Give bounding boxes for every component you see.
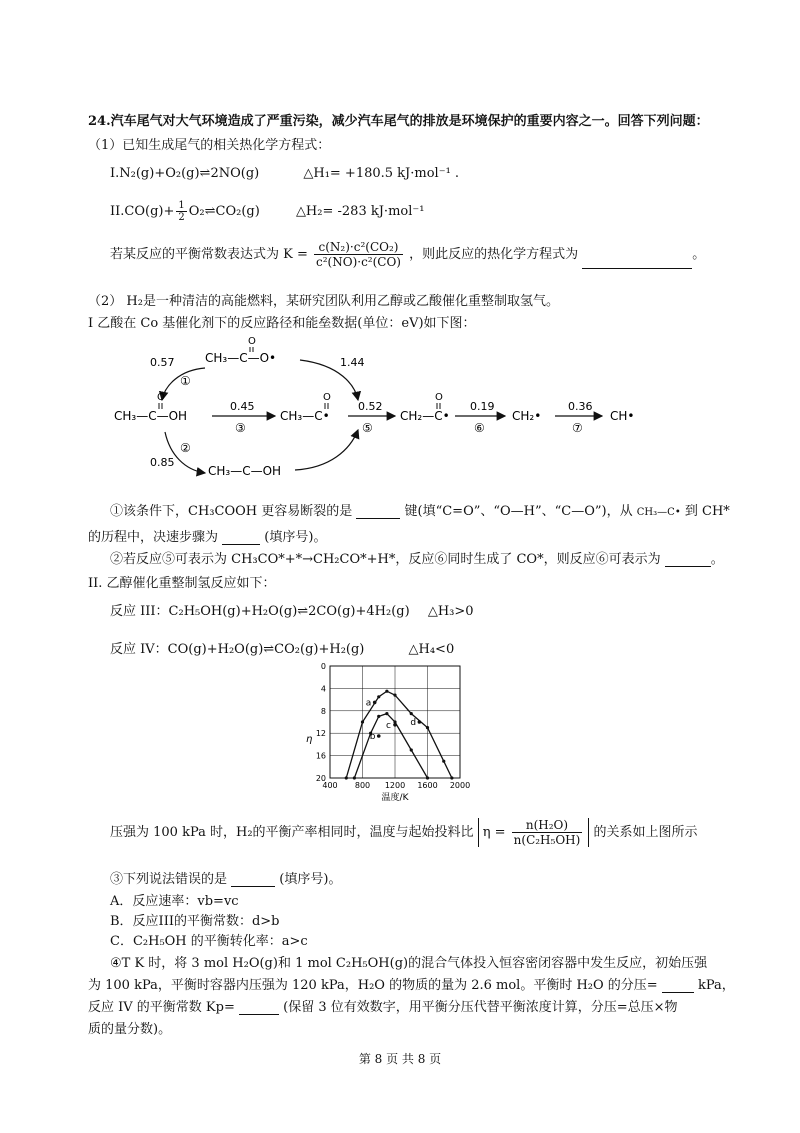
carbonyl-o-4: O: [435, 392, 443, 403]
q1-b: 键(填“C=O”、“O—H”、“C—O”)，从: [404, 504, 633, 519]
step-6: ⑥: [474, 421, 485, 435]
answer-blank-4[interactable]: [665, 554, 711, 567]
series-point-upper: [426, 726, 429, 729]
y-tick-label: 0: [320, 662, 326, 671]
k-end: 。: [692, 247, 706, 262]
labeled-point-a: [373, 701, 377, 705]
energy-3: 0.45: [230, 400, 255, 413]
energy-2: 0.85: [150, 456, 175, 469]
point-label-a: a: [365, 698, 372, 709]
answer-blank-3[interactable]: [222, 532, 260, 545]
equation-ii: [110, 200, 424, 223]
series-point-lower: [353, 776, 356, 779]
option-c: C．C₂H₅OH 的平衡转化率：a>c: [110, 934, 308, 949]
step-7: ⑦: [572, 421, 583, 435]
question-4-line2: [88, 974, 735, 993]
reaction-iii-dh: △H₃>0: [427, 604, 474, 619]
x-tick-label: 800: [354, 781, 371, 790]
k-prefix: 若某反应的平衡常数表达式为 K =: [110, 247, 308, 262]
series-point-upper: [393, 694, 396, 697]
node-ch3coo: CH₃—C—O•: [205, 351, 277, 365]
half-num: 1: [178, 200, 185, 211]
node-ch: CH•: [610, 409, 635, 423]
series-point-upper: [410, 712, 413, 715]
x-tick-label: 2000: [449, 781, 470, 790]
half-fraction: [176, 200, 186, 223]
partII-title: II. 乙醇催化重整制氢反应如下：: [88, 576, 276, 591]
series-point-lower: [385, 712, 388, 715]
series-point-upper: [361, 720, 364, 723]
part1-title: （1）已知生成尾气的相关热化学方程式：: [88, 138, 331, 153]
labeled-point-c: [393, 723, 397, 727]
y-axis-label: η: [306, 734, 313, 745]
energy-4: 1.44: [340, 356, 365, 369]
reaction-iv: [110, 638, 454, 657]
step-3: ③: [235, 421, 246, 435]
y-tick-label: 20: [315, 774, 326, 783]
series-point-upper: [345, 776, 348, 779]
q2-a: ②若反应⑤可表示为 CH₃CO*+*→CH₂CO*+H*，反应⑥同时生成了 CO*，则反应⑥可表示为: [110, 552, 661, 567]
reaction-iv-text: 反应 IV：CO(g)+H₂O(g)⇌CO₂(g)+H₂(g): [110, 642, 365, 657]
series-line-upper: [346, 691, 452, 778]
q1-a: ①该条件下，CH₃COOH 更容易断裂的是: [110, 504, 353, 519]
equation-i-dh: △H₁= +180.5 kJ·mol⁻¹ .: [303, 166, 460, 181]
node-ch3coh: CH₃—C—OH: [208, 464, 282, 478]
q4-c1: 反应 IV 的平衡常数 Kp=: [88, 1000, 235, 1015]
energy-6: 0.19: [470, 400, 495, 413]
q1-ch3co-inline: CH₃—C•: [636, 507, 681, 518]
point-label-c: c: [386, 720, 391, 731]
equation-i: [110, 166, 459, 181]
arrow-step2b: [295, 430, 358, 470]
question-stem: 24.汽车尾气对大气环境造成了严重污染，减少汽车尾气的排放是环境保护的重要内容之一。回答下列问题：: [88, 114, 709, 129]
node-ch3cooh: CH₃—C—OH: [114, 409, 188, 423]
node-ch2: CH₂•: [512, 409, 542, 423]
answer-blank-5[interactable]: [231, 874, 275, 887]
k-num: c(N₂)·c²(CO₂): [314, 240, 403, 255]
series-point-upper: [450, 776, 453, 779]
step-2: ②: [180, 441, 191, 455]
eta-bracket: η = $\frac{\text{n(H₂O)}}{\text{n(C₂H₅OH)}}$: [478, 818, 590, 847]
question-4-line3: [88, 996, 678, 1015]
q1-e: (填序号)。: [264, 530, 327, 545]
reaction-pathway-diagram: [110, 330, 710, 490]
part2-title: （2） H₂是一种清洁的高能燃料，某研究团队利用乙醇或乙酸催化重整制取氢气。: [88, 294, 559, 309]
k-suffix: ，则此反应的热化学方程式为: [409, 247, 579, 262]
energy-5: 0.52: [358, 400, 383, 413]
step-5: ⑤: [362, 421, 373, 435]
series-point-lower: [426, 776, 429, 779]
q3-end: (填序号)。: [279, 872, 342, 887]
partI-title: I 乙酸在 Co 基催化剂下的反应路径和能垒数据(单位：eV)如下图：: [88, 316, 476, 331]
carbonyl-o-3: O: [323, 392, 331, 403]
step-1: ①: [180, 374, 191, 388]
x-tick-label: 400: [322, 781, 338, 790]
half-den: 2: [178, 212, 185, 223]
question-2: [110, 548, 724, 567]
energy-1: 0.57: [150, 356, 175, 369]
k-den: c²(NO)·c²(CO): [316, 255, 401, 269]
question-1-line1: [110, 500, 730, 519]
reaction-iv-dh: △H₄<0: [408, 642, 455, 657]
series-point-upper: [442, 760, 445, 763]
carbonyl-o-1: O: [248, 336, 256, 347]
point-label-b: b: [369, 732, 376, 742]
question-1-line2: [88, 526, 326, 545]
q1-d: 的历程中，决速步骤为: [88, 530, 219, 545]
x-axis-label: 温度/K: [381, 793, 409, 803]
answer-blank-6[interactable]: [662, 980, 694, 993]
series-point-lower: [410, 748, 413, 751]
point-label-d: d: [410, 718, 417, 728]
answer-blank-7[interactable]: [239, 1002, 279, 1015]
y-tick-label: 12: [315, 729, 326, 739]
series-point-upper: [385, 690, 388, 693]
series-point-upper: [377, 695, 380, 698]
reaction-iii: [110, 600, 474, 619]
q3-text: ③下列说法错误的是: [110, 872, 228, 887]
k-fraction: [314, 240, 403, 269]
energy-7: 0.36: [568, 400, 593, 413]
eta-temperature-chart: [300, 658, 470, 808]
labeled-point-b: [377, 734, 381, 738]
equation-ii-text-b: O₂⇌CO₂(g): [188, 204, 260, 219]
series-point-lower: [377, 715, 380, 718]
y-tick-label: 16: [315, 751, 326, 761]
q4-b1: 为 100 kPa，平衡时容器内压强为 120 kPa，H₂O 的物质的量为 2.6 mol。平衡时 H₂O 的分压=: [88, 978, 658, 993]
eta-num: n(H₂O): [512, 818, 583, 833]
eta-den: n(C₂H₅OH): [513, 833, 581, 847]
q2-end: 。: [710, 552, 724, 567]
eta-suffix: 的关系如上图所示: [593, 825, 698, 840]
y-tick-label: 8: [320, 706, 326, 716]
answer-blank-1[interactable]: [582, 256, 692, 269]
equation-ii-text-a: II.CO(g)+: [110, 204, 175, 219]
question-4-line4: 质的量分数)。: [88, 1022, 172, 1037]
eta-line: [110, 818, 697, 847]
q1-c: 到 CH*: [684, 504, 730, 519]
equation-i-text: I.N₂(g)+O₂(g)⇌2NO(g): [110, 166, 260, 181]
answer-blank-2[interactable]: [356, 506, 400, 519]
page-footer: 第 8 页 共 8 页: [358, 1052, 442, 1066]
y-tick-label: 4: [320, 684, 326, 694]
equation-ii-dh: △H₂= -283 kJ·mol⁻¹: [295, 204, 425, 219]
node-ch2co: CH₂—C•: [400, 409, 450, 423]
eta-prefix: 压强为 100 kPa 时，H₂的平衡产率相同时，温度与起始投料比: [110, 825, 474, 840]
option-a: A．反应速率：vb=vc: [110, 894, 239, 909]
carbonyl-o-2: O: [157, 392, 165, 403]
q4-b2: kPa，: [697, 978, 735, 993]
labeled-point-d: [418, 720, 422, 724]
x-tick-label: 1200: [384, 781, 406, 790]
question-4-line1: ④T K 时，将 3 mol H₂O(g)和 1 mol C₂H₅OH(g)的混合气体投入恒容密闭容器中发生反应，初始压强: [110, 956, 708, 971]
eta-fraction: [512, 818, 583, 847]
x-tick-label: 1600: [417, 781, 438, 790]
q4-c2: (保留 3 位有效数字，用平衡分压代替平衡浓度计算，分压=总压×物: [283, 1000, 678, 1015]
k-expression-line: [110, 240, 705, 269]
question-3: [110, 868, 341, 887]
option-b: B．反应III的平衡常数：d>b: [110, 914, 280, 929]
reaction-iii-text: 反应 III：C₂H₅OH(g)+H₂O(g)⇌2CO(g)+4H₂(g): [110, 604, 410, 619]
node-ch3co: CH₃—C•: [280, 409, 330, 423]
